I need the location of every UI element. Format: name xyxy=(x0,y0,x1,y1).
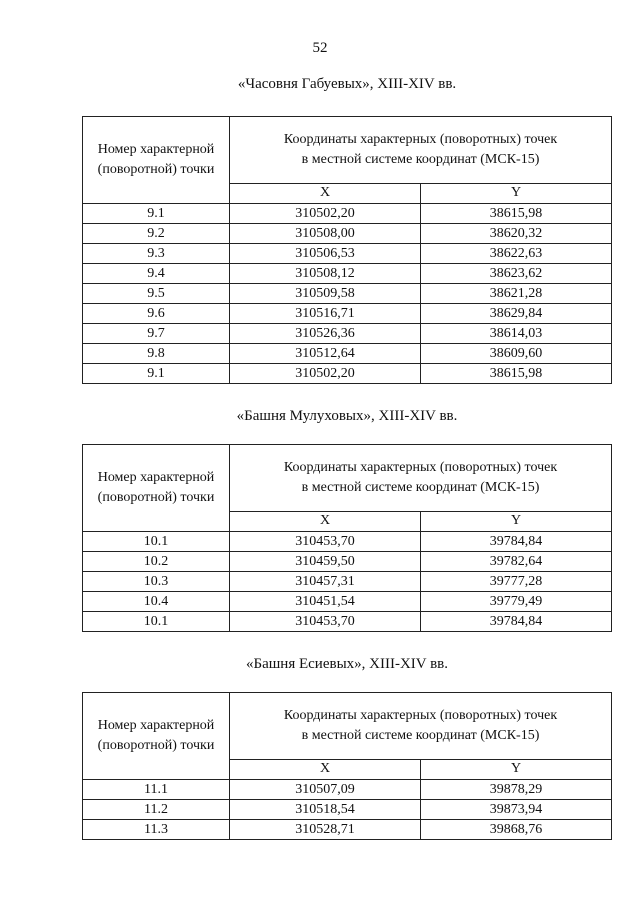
point-number-cell: 10.4 xyxy=(83,592,230,612)
point-number-cell: 9.2 xyxy=(83,224,230,244)
y-coordinate-cell: 39782,64 xyxy=(421,552,612,572)
point-number-cell: 9.6 xyxy=(83,304,230,324)
table-row xyxy=(83,592,612,612)
header-point-line1: Номер характерной xyxy=(97,142,215,157)
point-number-cell: 10.1 xyxy=(83,612,230,632)
coordinates-table xyxy=(82,116,612,384)
header-y: Y xyxy=(421,511,612,531)
table-row xyxy=(83,572,612,592)
x-coordinate-cell: 310502,20 xyxy=(230,364,421,384)
point-number-cell: 10.1 xyxy=(83,532,230,552)
table-row xyxy=(83,224,612,244)
header-y: Y xyxy=(421,183,612,203)
section-chasovnya-gabuevykh xyxy=(82,76,612,384)
header-x: X xyxy=(230,511,421,531)
x-coordinate-cell: 310516,71 xyxy=(230,304,421,324)
y-coordinate-cell: 38629,84 xyxy=(421,304,612,324)
x-coordinate-cell: 310518,54 xyxy=(230,800,421,820)
point-number-cell: 9.7 xyxy=(83,324,230,344)
point-number-cell: 11.2 xyxy=(83,800,230,820)
y-coordinate-cell: 39873,94 xyxy=(421,800,612,820)
y-coordinate-cell: 38609,60 xyxy=(421,344,612,364)
header-point-line2: (поворотной) точки xyxy=(97,490,215,505)
header-coords-line2: в местной системе координат (МСК-15) xyxy=(301,727,540,743)
header-x: X xyxy=(230,759,421,779)
header-point-line2: (поворотной) точки xyxy=(97,162,215,177)
header-point-line1: Номер характерной xyxy=(97,470,215,485)
header-point-number xyxy=(83,445,230,532)
y-coordinate-cell: 39868,76 xyxy=(421,820,612,840)
y-coordinate-cell: 39784,84 xyxy=(421,612,612,632)
header-coordinates xyxy=(230,693,612,760)
section-bashnya-esievykh xyxy=(82,656,612,840)
x-coordinate-cell: 310508,12 xyxy=(230,264,421,284)
point-number-cell: 9.1 xyxy=(83,364,230,384)
x-coordinate-cell: 310512,64 xyxy=(230,344,421,364)
table-row xyxy=(83,612,612,632)
y-coordinate-cell: 39777,28 xyxy=(421,572,612,592)
header-point-line2: (поворотной) точки xyxy=(97,738,215,753)
y-coordinate-cell: 38615,98 xyxy=(421,204,612,224)
point-number-cell: 10.2 xyxy=(83,552,230,572)
x-coordinate-cell: 310526,36 xyxy=(230,324,421,344)
x-coordinate-cell: 310451,54 xyxy=(230,592,421,612)
header-coords-line2: в местной системе координат (МСК-15) xyxy=(301,151,540,167)
point-number-cell: 9.4 xyxy=(83,264,230,284)
table-row xyxy=(83,532,612,552)
x-coordinate-cell: 310506,53 xyxy=(230,244,421,264)
table-row xyxy=(83,324,612,344)
point-number-cell: 11.3 xyxy=(83,820,230,840)
point-number-cell: 9.3 xyxy=(83,244,230,264)
point-number-cell: 9.8 xyxy=(83,344,230,364)
header-coords-line1: Координаты характерных (поворотных) точек xyxy=(283,131,558,147)
x-coordinate-cell: 310509,58 xyxy=(230,284,421,304)
header-point-number xyxy=(83,693,230,780)
section-bashnya-mulukhovykh xyxy=(82,408,612,632)
point-number-cell: 11.1 xyxy=(83,780,230,800)
x-coordinate-cell: 310459,50 xyxy=(230,552,421,572)
x-coordinate-cell: 310453,70 xyxy=(230,532,421,552)
table-row xyxy=(83,344,612,364)
header-coordinates xyxy=(230,445,612,512)
point-number-cell: 10.3 xyxy=(83,572,230,592)
header-coords-line2: в местной системе координат (МСК-15) xyxy=(301,479,540,495)
header-coords-line1: Координаты характерных (поворотных) точек xyxy=(283,707,558,723)
table-row xyxy=(83,800,612,820)
y-coordinate-cell: 39878,29 xyxy=(421,780,612,800)
y-coordinate-cell: 38615,98 xyxy=(421,364,612,384)
coordinates-table xyxy=(82,444,612,632)
table-row xyxy=(83,780,612,800)
table-row xyxy=(83,364,612,384)
x-coordinate-cell: 310508,00 xyxy=(230,224,421,244)
point-number-cell: 9.5 xyxy=(83,284,230,304)
coordinates-table xyxy=(82,692,612,840)
header-point-line1: Номер характерной xyxy=(97,718,215,733)
table-row xyxy=(83,820,612,840)
header-x: X xyxy=(230,183,421,203)
table-row xyxy=(83,552,612,572)
header-coords-line1: Координаты характерных (поворотных) точек xyxy=(283,459,558,475)
table-row xyxy=(83,284,612,304)
y-coordinate-cell: 38614,03 xyxy=(421,324,612,344)
header-coordinates xyxy=(230,117,612,184)
page-number: 52 xyxy=(312,40,328,56)
x-coordinate-cell: 310453,70 xyxy=(230,612,421,632)
y-coordinate-cell: 38623,62 xyxy=(421,264,612,284)
point-number-cell: 9.1 xyxy=(83,204,230,224)
section-title: «Башня Есиевых», XIII-XIV вв. xyxy=(245,656,449,672)
table-row xyxy=(83,244,612,264)
section-title: «Башня Мулуховых», XIII-XIV вв. xyxy=(236,408,458,424)
y-coordinate-cell: 38621,28 xyxy=(421,284,612,304)
x-coordinate-cell: 310457,31 xyxy=(230,572,421,592)
y-coordinate-cell: 38620,32 xyxy=(421,224,612,244)
table-row xyxy=(83,204,612,224)
x-coordinate-cell: 310502,20 xyxy=(230,204,421,224)
x-coordinate-cell: 310507,09 xyxy=(230,780,421,800)
section-title: «Часовня Габуевых», XIII-XIV вв. xyxy=(237,76,457,92)
header-y: Y xyxy=(421,759,612,779)
x-coordinate-cell: 310528,71 xyxy=(230,820,421,840)
y-coordinate-cell: 39784,84 xyxy=(421,532,612,552)
table-row xyxy=(83,264,612,284)
y-coordinate-cell: 39779,49 xyxy=(421,592,612,612)
table-row xyxy=(83,304,612,324)
header-point-number xyxy=(83,117,230,204)
y-coordinate-cell: 38622,63 xyxy=(421,244,612,264)
